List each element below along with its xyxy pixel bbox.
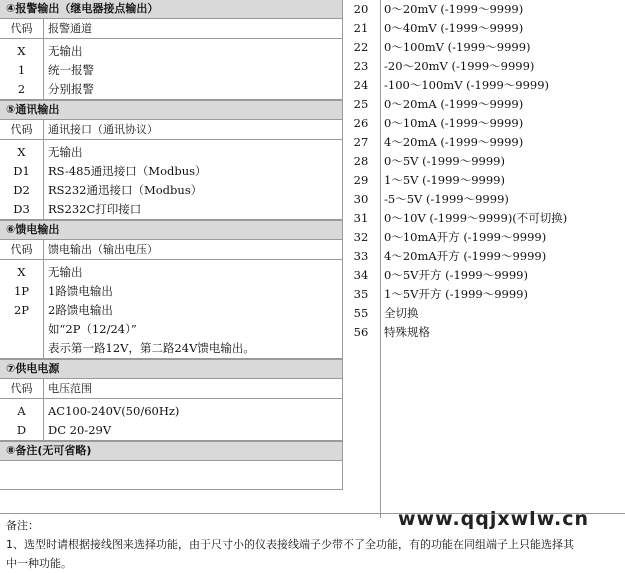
input-type-desc: 0～10V (-1999～9999)(不可切换) <box>384 211 568 225</box>
input-type-desc: 1～5V (-1999～9999) <box>384 173 505 187</box>
input-type-desc: -5～5V (-1999～9999) <box>384 192 509 206</box>
header-code-label: 代码 <box>0 379 44 398</box>
input-type-row <box>342 114 625 133</box>
row-desc: 如“2P（12/24）” <box>48 322 137 336</box>
input-type-desc: 4～20mA (-1999～9999) <box>384 135 524 149</box>
section-title: ④报警输出（继电器接点输出） <box>0 0 342 19</box>
row-desc: 统一报警 <box>48 63 94 77</box>
section-body <box>0 260 342 359</box>
input-type-desc: 4～20mA开方 (-1999～9999) <box>384 249 547 263</box>
row-code: 1P <box>13 284 30 298</box>
desc-column <box>44 140 342 219</box>
input-type-code: 32 <box>342 228 381 247</box>
input-type-row <box>342 209 625 228</box>
row-desc: 1路馈电输出 <box>48 284 113 298</box>
input-type-row <box>342 38 625 57</box>
section-title: ⑧备注(无可省略) <box>0 441 342 461</box>
header-desc-label: 馈电输出（输出电压） <box>48 243 158 256</box>
header-desc-label: 通讯接口（通讯协议） <box>48 123 158 136</box>
row-code: D2 <box>13 183 30 197</box>
input-type-row <box>342 190 625 209</box>
row-code: D1 <box>13 164 30 178</box>
input-type-row <box>342 304 625 323</box>
input-type-row <box>342 247 625 266</box>
row-desc: RS232C打印接口 <box>48 202 142 216</box>
input-type-desc: 0～20mA (-1999～9999) <box>384 97 524 111</box>
input-type-desc: 0～5V (-1999～9999) <box>384 154 505 168</box>
input-type-desc: 0～5V开方 (-1999～9999) <box>384 268 528 282</box>
section-body <box>0 399 342 441</box>
header-code-label: 代码 <box>0 240 44 259</box>
row-code: D3 <box>13 202 30 216</box>
input-type-desc: 1～5V开方 (-1999～9999) <box>384 287 528 301</box>
section-header-row <box>0 379 342 399</box>
code-column <box>0 260 44 358</box>
row-desc: 表示第一路12V，第二路24V馈电输出。 <box>48 341 255 355</box>
input-type-code: 21 <box>342 19 381 38</box>
row-desc: RS232通迅接口（Modbus） <box>48 183 203 197</box>
row-code: A <box>17 404 26 418</box>
input-type-desc: 特殊规格 <box>384 325 430 339</box>
row-desc: 无输出 <box>48 44 83 58</box>
row-code: 1 <box>17 63 26 77</box>
section-header-row <box>0 19 342 39</box>
input-type-row <box>342 171 625 190</box>
row-code: 2P <box>13 303 30 317</box>
row-code: X <box>17 265 26 279</box>
input-type-row <box>342 228 625 247</box>
section-title: ⑥馈电输出 <box>0 220 342 240</box>
notes-line-2: 中一种功能。 <box>6 557 72 570</box>
section-header-row <box>0 240 342 260</box>
header-desc-label: 电压范围 <box>48 382 92 395</box>
header-desc-label: 报警通道 <box>48 22 92 35</box>
row-desc: 无输出 <box>48 145 83 159</box>
row-desc: 分别报警 <box>48 82 94 96</box>
input-type-desc: -100～100mV (-1999～9999) <box>384 78 550 92</box>
row-desc: 2路馈电输出 <box>48 303 113 317</box>
section-header-row <box>0 120 342 140</box>
input-type-row <box>342 19 625 38</box>
row-code: X <box>17 44 26 58</box>
notes-line-1: 1、选型时请根据接线图来选择功能，由于尺寸小的仪表接线端子少带不了全功能，有的功能在同组端子上只能选择其 <box>6 538 574 551</box>
input-type-desc: 全切换 <box>384 306 419 320</box>
input-type-code: 22 <box>342 38 381 57</box>
input-type-desc: 0～100mV (-1999～9999) <box>384 40 531 54</box>
input-type-code: 35 <box>342 285 381 304</box>
input-type-desc: 0～10mA (-1999～9999) <box>384 116 524 130</box>
code-column <box>0 399 44 440</box>
code-column <box>0 140 44 219</box>
code-column <box>0 39 44 99</box>
row-desc: AC100-240V(50/60Hz) <box>48 404 180 418</box>
input-type-code: 30 <box>342 190 381 209</box>
input-type-code: 31 <box>342 209 381 228</box>
input-type-code: 28 <box>342 152 381 171</box>
row-desc: DC 20-29V <box>48 423 112 437</box>
input-type-code: 33 <box>342 247 381 266</box>
desc-column <box>44 39 342 99</box>
header-code-label: 代码 <box>0 19 44 38</box>
input-type-code: 25 <box>342 95 381 114</box>
row-desc: RS-485通迅接口（Modbus） <box>48 164 207 178</box>
row-code: X <box>17 145 26 159</box>
right-input-type-table <box>342 0 625 518</box>
desc-column <box>44 399 342 440</box>
row-code: 2 <box>17 82 26 96</box>
input-type-desc: 0～40mV (-1999～9999) <box>384 21 524 35</box>
input-type-row <box>342 95 625 114</box>
input-type-row <box>342 285 625 304</box>
right-empty-code-column <box>342 342 381 518</box>
input-type-code: 26 <box>342 114 381 133</box>
section-body <box>0 140 342 220</box>
input-type-row <box>342 152 625 171</box>
input-type-code: 56 <box>342 323 381 342</box>
input-type-row <box>342 76 625 95</box>
input-type-desc: 0～20mV (-1999～9999) <box>384 2 524 16</box>
right-empty-area <box>342 342 625 518</box>
row-desc: 无输出 <box>48 265 83 279</box>
input-type-code: 55 <box>342 304 381 323</box>
section-title: ⑦供电电源 <box>0 359 342 379</box>
input-type-code: 20 <box>342 0 381 19</box>
watermark-text: www.qqjxwlw.cn <box>398 508 590 530</box>
input-type-row <box>342 0 625 19</box>
row-code <box>0 339 43 358</box>
input-type-desc: -20～20mV (-1999～9999) <box>384 59 535 73</box>
row-code <box>0 320 43 339</box>
input-type-desc: 0～10mA开方 (-1999～9999) <box>384 230 547 244</box>
notes-heading: 备注： <box>6 519 39 532</box>
input-type-code: 34 <box>342 266 381 285</box>
input-type-code: 23 <box>342 57 381 76</box>
left-spec-table <box>0 0 343 490</box>
input-type-row <box>342 266 625 285</box>
input-type-code: 24 <box>342 76 381 95</box>
row-code: D <box>16 423 27 437</box>
input-type-row <box>342 57 625 76</box>
section-title: ⑤通讯输出 <box>0 100 342 120</box>
input-type-row <box>342 133 625 152</box>
remarks-empty-cell <box>0 461 342 490</box>
input-type-code: 27 <box>342 133 381 152</box>
section-body <box>0 39 342 100</box>
desc-column <box>44 260 342 358</box>
header-code-label: 代码 <box>0 120 44 139</box>
input-type-code: 29 <box>342 171 381 190</box>
input-type-row <box>342 323 625 342</box>
